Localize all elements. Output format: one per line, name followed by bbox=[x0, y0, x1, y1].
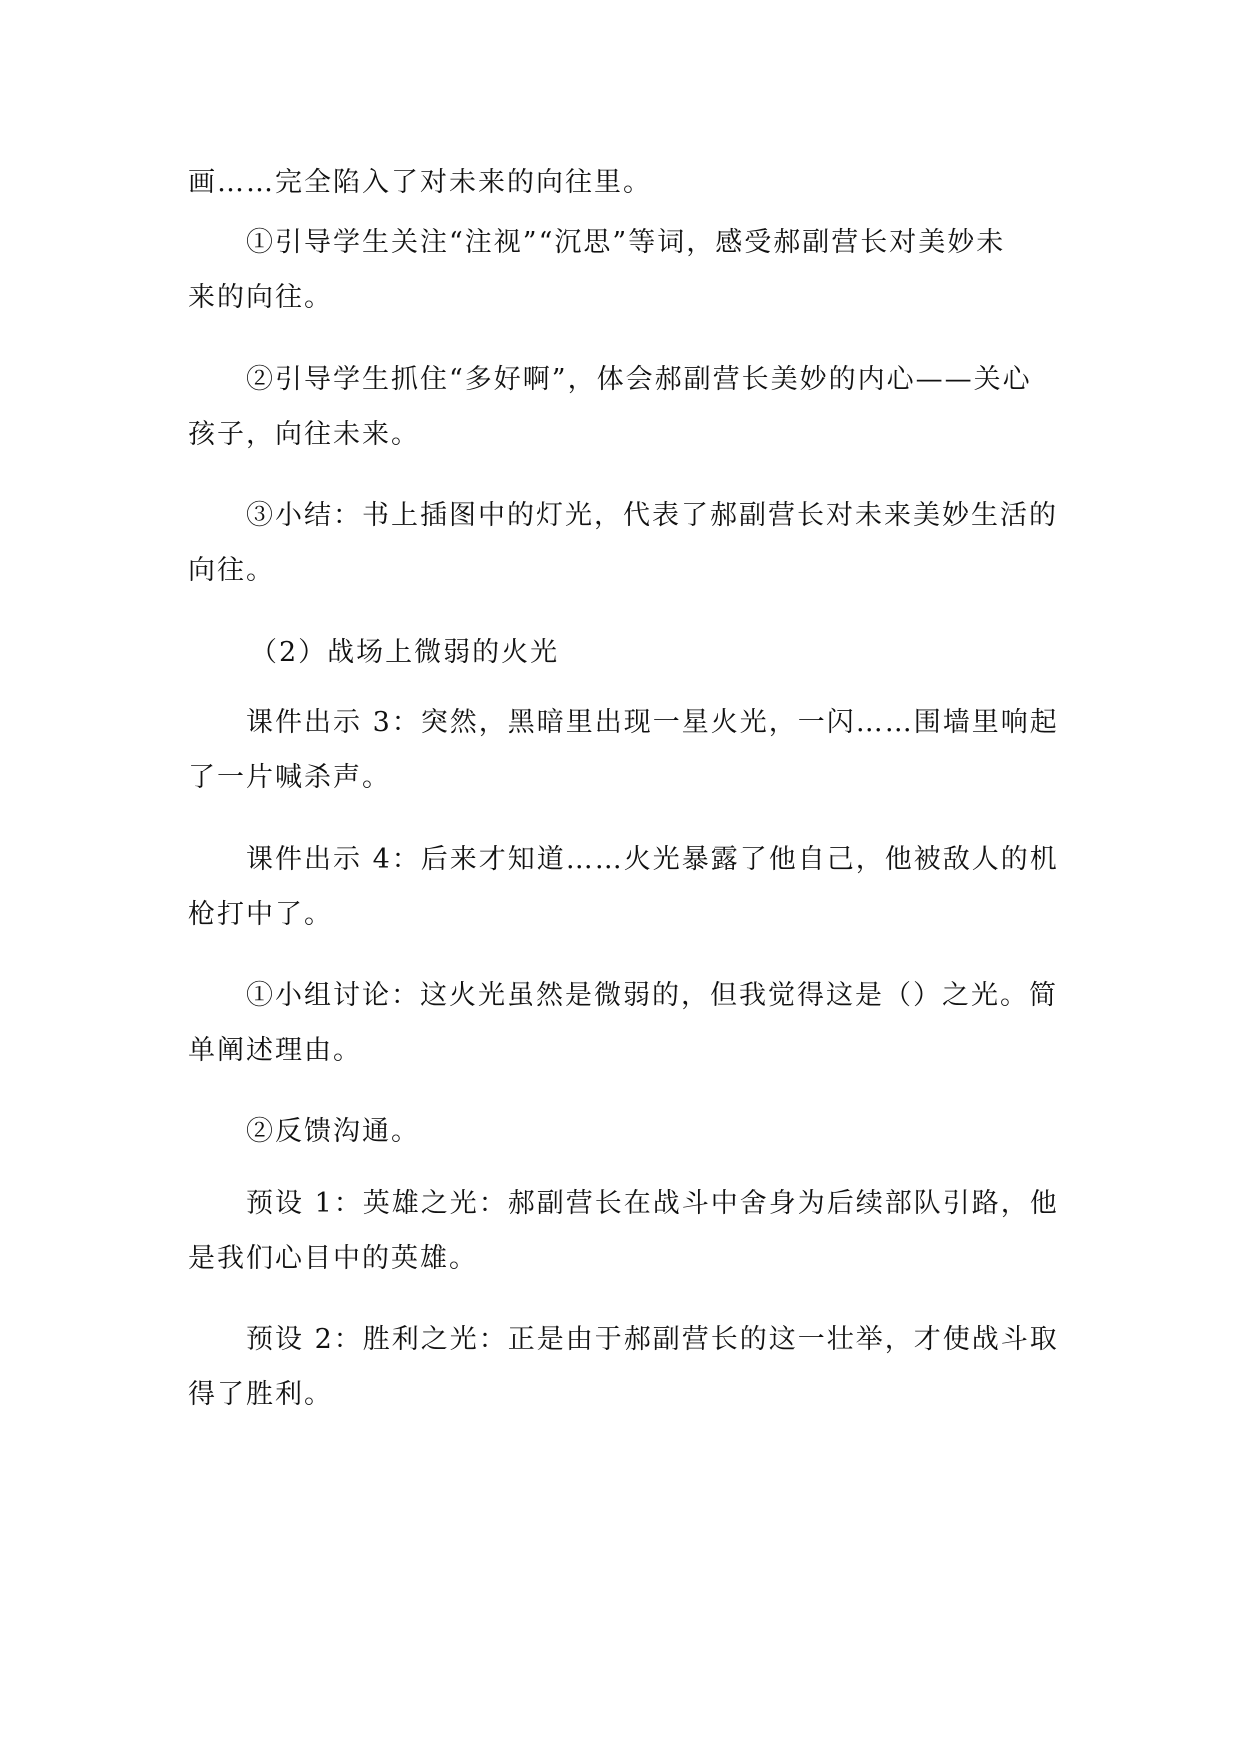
text-line: ③小结：书上插图中的灯光，代表了郝副营长对未来美妙生活的 bbox=[246, 500, 1058, 531]
text-line: 预设 2：胜利之光：正是由于郝副营长的这一壮举，才使战斗取 bbox=[246, 1324, 1059, 1355]
text-line: 课件出示 4：后来才知道……火光暴露了他自己，他被敌人的机 bbox=[246, 844, 1059, 875]
text-line: ②引导学生抓住“多好啊”，体会郝副营长美妙的内心——关心 bbox=[246, 364, 1032, 395]
text-line: ②反馈沟通。 bbox=[246, 1116, 420, 1147]
text-line: 向往。 bbox=[188, 555, 275, 586]
text-line: ①小组讨论：这火光虽然是微弱的，但我觉得这是（）之光。简 bbox=[246, 980, 1058, 1011]
text-line: 画……完全陷入了对未来的向往里。 bbox=[188, 167, 652, 198]
text-line: 枪打中了。 bbox=[188, 899, 333, 930]
section-heading: （2）战场上微弱的火光 bbox=[250, 637, 560, 668]
text-line: 课件出示 3：突然，黑暗里出现一星火光，一闪……围墙里响起 bbox=[246, 707, 1059, 738]
text-line: 孩子，向往未来。 bbox=[188, 419, 420, 450]
text-line: 来的向往。 bbox=[188, 282, 333, 313]
text-line: ①引导学生关注“注视”“沉思”等词，感受郝副营长对美妙未 bbox=[246, 227, 1006, 258]
text-line: 单阐述理由。 bbox=[188, 1035, 362, 1066]
text-line: 预设 1：英雄之光：郝副营长在战斗中舍身为后续部队引路，他 bbox=[246, 1188, 1059, 1219]
text-line: 是我们心目中的英雄。 bbox=[188, 1243, 478, 1274]
text-line: 得了胜利。 bbox=[188, 1379, 333, 1410]
text-line: 了一片喊杀声。 bbox=[188, 762, 391, 793]
